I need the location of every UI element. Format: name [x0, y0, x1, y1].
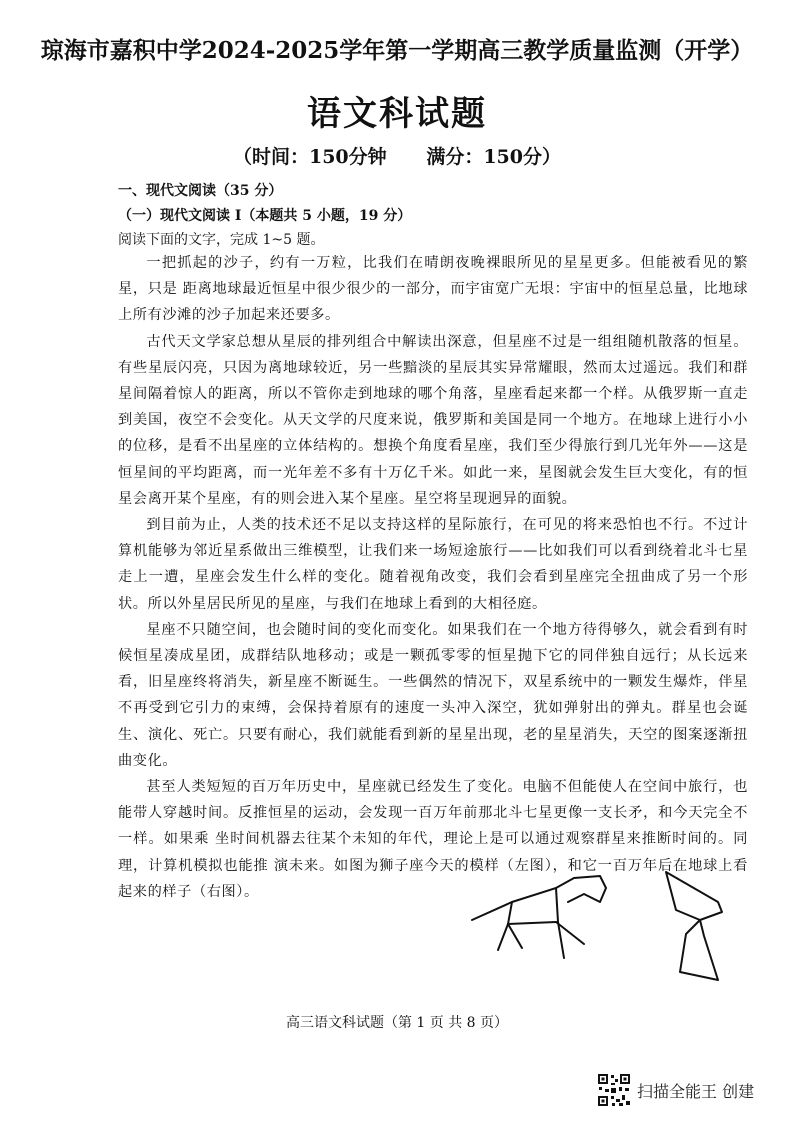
- reading-instruction: 阅读下面的文字，完成 1~5 题。: [118, 232, 325, 248]
- passage-paragraph: 古代天文学家总想从星辰的排列组合中解读出深意，但星座不过是一组组随机散落的恒星。有些星辰闪亮，只因为离地球较近，另一些黯淡的星辰其实异常耀眼，然而太过遥远。我们和群星间隔着惊人的距离，所以不管你走到地球的哪个角落，星座看起来都一个样。从俄罗斯一直走到美国，夜空不会变化。从天文学的尺度来说，俄罗斯和美国是同一个地方。在地球上进行小小的位移，是看不出星座的立体结构的。想换个角度看星座，我们至少得旅行到几光年外——这是恒星间的平均距离，而一光年差不多有十万亿千米。如此一来，星图就会发生巨大变化，有的恒星会离开某个星座，有的则会进入某个星座。星空将呈现迥异的面貌。: [118, 333, 748, 507]
- exam-time-score: （时间：150分钟 满分：150分）: [232, 146, 561, 168]
- exam-header-title: 琼海市嘉积中学2024-2025学年第一学期高三教学质量监测（开学）: [40, 37, 754, 64]
- leo-future-figure: [666, 872, 722, 980]
- scanner-label: 扫描全能王 创建: [637, 1081, 755, 1101]
- qr-code-icon: [597, 1073, 631, 1107]
- leo-today-figure: [472, 876, 606, 958]
- reading-passage: [118, 250, 748, 905]
- passage-paragraph: 甚至人类短短的百万年历史中，星座就已经发生了变化。电脑不但能使人在空间中旅行，也能带人穿越时间。反推恒星的运动，会发现一百万年前那北斗七星更像一支长矛，和今天完全不一样。如果乘 坐时间机器去往某个未知的年代，理论上是可以通过观察群星来推断时间的。同理，计算机模拟也能推 演未来。如图为狮子座今天的模样（左图），和它一百万年后在地球上看起来的样子（右图）。: [118, 779, 748, 900]
- passage-paragraph: 星座不只随空间，也会随时间的变化而变化。如果我们在一个地方待得够久，就会看到有时候恒星凑成星团，成群结队地移动；或是一颗孤零零的恒星抛下它的同伴独自远行；从长远来看，旧星座终将消失，新星座不断诞生。一些偶然的情况下，双星系统中的一颗发生爆炸，伴星不再受到它引力的束缚，会保持着原有的速度一头冲入深空，犹如弹射出的弹丸。群星也会诞生、演化、死亡。只要有耐心，我们就能看到新的星星出现，老的星星消失，天空的图案逐渐扭曲变化。: [118, 621, 748, 769]
- passage-paragraph: 一把抓起的沙子，约有一万粒，比我们在晴朗夜晚裸眼所见的星星更多。但能被看见的繁星，只是 距离地球最近恒星中很少很少的一部分，而宇宙宽广无垠：宇宙中的恒星总量，比地球上所有沙滩的沙子加起来还要多。: [118, 255, 748, 324]
- scanner-watermark: [597, 1072, 754, 1108]
- section-heading: 一、现代文阅读（35 分）: [118, 183, 283, 199]
- passage-paragraph: 到目前为止，人类的技术还不足以支持这样的星际旅行，在可见的将来恐怕也不行。不过计算机能够为邻近星系做出三维模型，让我们来一场短途旅行——比如我们可以看到绕着北斗七星走上一遭，星座会发生什么样的变化。随着视角改变，我们会看到星座完全扭曲成了另一个形状。所以外星居民所见的星座，与我们在地球上看到的大相径庭。: [118, 517, 748, 612]
- subsection-heading: （一）现代文阅读 I（本题共 5 小题，19 分）: [118, 208, 412, 224]
- subject-title: 语文科试题: [307, 94, 487, 134]
- leo-constellation-figures: [460, 862, 760, 992]
- page-footer: 高三语文科试题（第 1 页 共 8 页）: [285, 1015, 509, 1031]
